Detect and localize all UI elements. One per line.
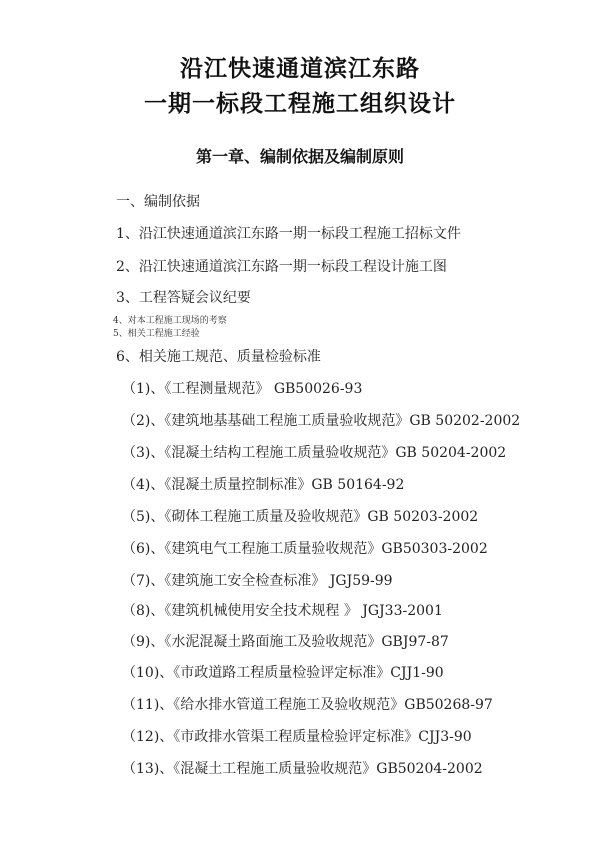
basis-item-1: 1、沿江快速通道滨江东路一期一标段工程施工招标文件 <box>116 226 461 242</box>
document-title-line-1: 沿江快速通道滨江东路 <box>180 56 420 82</box>
document-title-line-2: 一期一标段工程施工组织设计 <box>144 91 456 117</box>
standard-item-3: （3)、《混凝土结构工程施工质量验收规范》GB 50204-2002 <box>122 445 507 461</box>
standard-item-6: （6)、《建筑电气工程施工质量验收规范》GB50303-2002 <box>122 541 488 557</box>
basis-item-6: 6、相关施工规范、质量检验标准 <box>116 349 321 365</box>
standard-item-2: （2)、《建筑地基基础工程施工质量验收规范》GB 50202-2002 <box>122 413 521 429</box>
standard-item-5: （5)、《砌体工程施工质量及验收规范》GB 50203-2002 <box>122 509 479 525</box>
section-heading: 一、编制依据 <box>116 194 200 210</box>
standard-item-8: （8)、《建筑机械使用安全技术规程 》 JGJ33-2001 <box>122 603 443 619</box>
basis-item-4: 4、对本工程施工现场的考察 <box>113 316 227 326</box>
standard-item-10: （10)、《市政道路工程质量检验评定标准》CJJ1-90 <box>122 665 444 681</box>
standard-item-13: （13)、《混凝土工程施工质量验收规范》GB50204-2002 <box>122 761 483 777</box>
basis-item-3: 3、工程答疑会议纪要 <box>116 290 251 306</box>
standard-item-12: （12)、《市政排水管渠工程质量检验评定标准》CJJ3-90 <box>122 729 472 745</box>
basis-item-2: 2、沿江快速通道滨江东路一期一标段工程设计施工图 <box>116 259 447 275</box>
standard-item-1: （1)、《工程测量规范》 GB50026-93 <box>122 381 363 397</box>
standard-item-9: （9)、《水泥混凝土路面施工及验收规范》GBJ97-87 <box>122 634 449 650</box>
standard-item-4: （4)、《混凝土质量控制标准》GB 50164-92 <box>122 477 405 493</box>
basis-item-5: 5、相关工程施工经验 <box>113 329 200 339</box>
chapter-title: 第一章、编制依据及编制原则 <box>195 147 404 166</box>
standard-item-11: （11)、《给水排水管道工程施工及验收规范》GB50268-97 <box>122 697 493 713</box>
standard-item-7: （7)、《建筑施工安全检查标准》 JGJ59-99 <box>122 573 393 589</box>
